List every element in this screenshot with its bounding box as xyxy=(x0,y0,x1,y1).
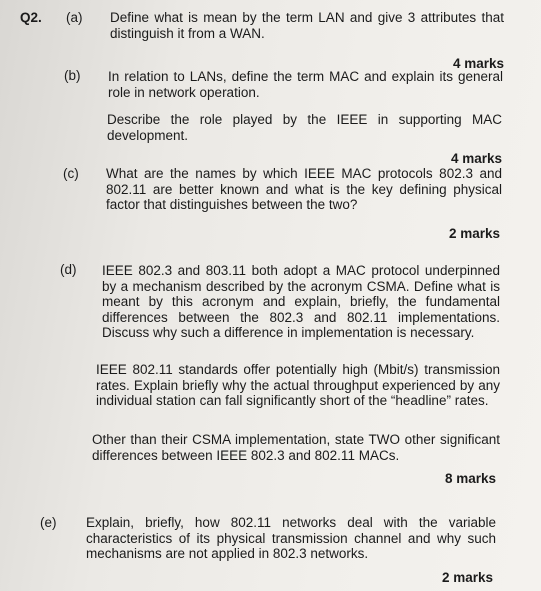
part-e-text: Explain, briefly, how 802.11 networks deal with the variable characteristics of its physical transmission channel and why such mechanisms are not applied in 802.3 networks. xyxy=(86,515,496,561)
part-b-text-1: In relation to LANs, define the term MAC and explain its general role in network operation. xyxy=(108,69,503,100)
part-a-text: Define what is mean by the term LAN and give 3 attributes that distinguish it from a WAN. xyxy=(110,10,504,41)
part-d-text-1: IEEE 802.3 and 803.11 both adopt a MAC protocol underpinned by a mechanism described by the acronym CSMA. Define what is meant by this acronym and explain, briefly, the fundamental differences between the 802.3 and 802.11 implementations. Discuss why such a difference in implementation is necessary. xyxy=(102,263,500,340)
part-c-label: (c) xyxy=(63,166,79,181)
part-d-text-3: Other than their CSMA implementation, state TWO other significant differences between IEEE 802.3 and 802.11 MACs. xyxy=(92,432,500,463)
part-d-marks: 8 marks xyxy=(444,471,496,486)
part-b-label: (b) xyxy=(64,68,81,83)
part-a-marks: 4 marks xyxy=(452,56,504,71)
part-d-label: (d) xyxy=(60,262,77,277)
part-c-text: What are the names by which IEEE MAC protocols 802.3 and 802.11 are better known and what is the key defining physical factor that distinguishes between the two? xyxy=(106,166,502,212)
part-c-marks: 2 marks xyxy=(448,226,500,241)
part-d-text-2: IEEE 802.11 standards offer potentially high (Mbit/s) transmission rates. Explain briefly why the actual throughput experienced by any individual station can fall significantly short of the “headline” rates. xyxy=(96,362,500,408)
question-number: Q2. xyxy=(20,10,42,25)
part-b-text-2: Describe the role played by the IEEE in supporting MAC development. xyxy=(107,112,502,143)
part-a-label: (a) xyxy=(66,10,83,25)
part-e-label: (e) xyxy=(40,515,57,530)
part-e-marks: 2 marks xyxy=(441,570,493,585)
part-b-marks: 4 marks xyxy=(450,151,502,166)
